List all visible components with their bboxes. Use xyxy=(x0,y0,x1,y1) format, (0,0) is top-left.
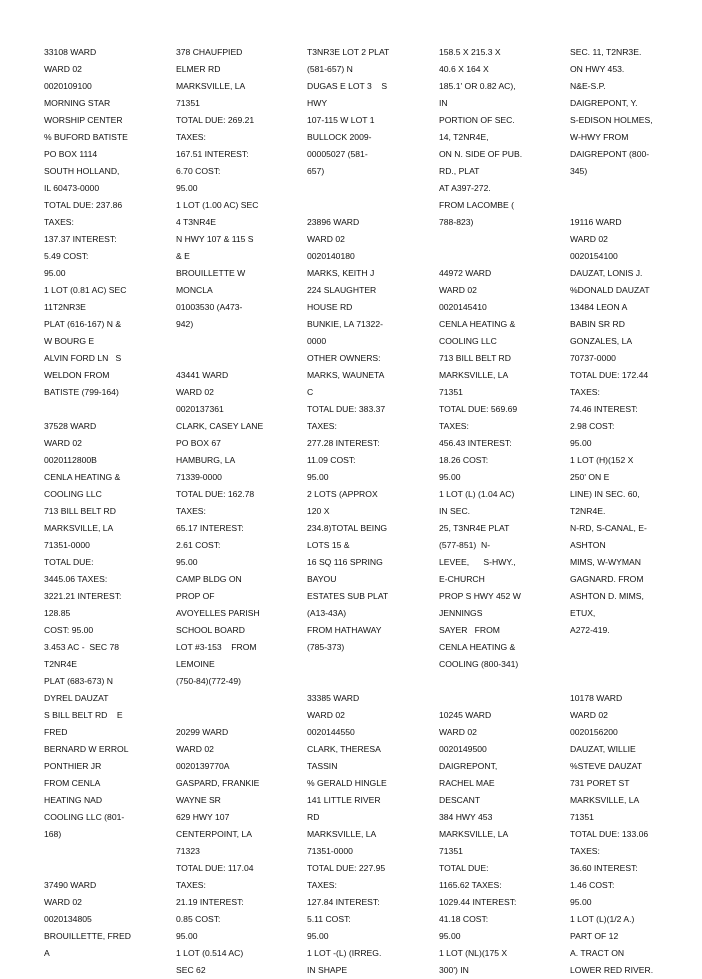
listing-text-line: BULLOCK 2009- xyxy=(307,132,372,142)
listing-text-line: RD xyxy=(307,812,320,822)
listing-text-line: 224 SLAUGHTER xyxy=(307,285,377,295)
listing-text-line: TAXES: xyxy=(570,846,600,856)
listing-text-line: 2.61 COST: xyxy=(176,540,221,550)
listing-text-line: E-CHURCH xyxy=(439,574,485,584)
listing-text-line: 95.00 xyxy=(439,931,461,941)
listing-text-line: BATISTE (799-164) xyxy=(44,387,119,397)
listing-text-line: (A13-43A) xyxy=(307,608,347,618)
listing-text-line: 3445.06 TAXES: xyxy=(44,574,108,584)
listing-text-line: DYREL DAUZAT xyxy=(44,693,109,703)
listing-text-line: 0020139770A xyxy=(176,761,230,771)
listing-text-line: 300') IN xyxy=(439,965,469,975)
listing-text-line: 95.00 xyxy=(570,438,592,448)
listing-text-line: WARD 02 xyxy=(44,64,82,74)
listing-text-line: TOTAL DUE: xyxy=(44,557,94,567)
listing-text-line: 456.43 INTEREST: xyxy=(439,438,512,448)
listing-text-line: MARKSVILLE, LA xyxy=(176,81,246,91)
listing-text-line: CENLA HEATING & xyxy=(44,472,121,482)
listing-text-line: 65.17 INTEREST: xyxy=(176,523,244,533)
listing-text-line: BAYOU xyxy=(307,574,337,584)
listing-text-line: 167.51 INTEREST: xyxy=(176,149,249,159)
listing-text-line: COOLING LLC (801- xyxy=(44,812,125,822)
listing-text-line: PLAT (616-167) N & xyxy=(44,319,122,329)
listing-text-line: PORTION OF SEC. xyxy=(439,115,515,125)
listing-text-line: 731 PORET ST xyxy=(570,778,630,788)
listing-text-line: 36.60 INTEREST: xyxy=(570,863,638,873)
listing-text-line xyxy=(307,197,425,214)
listing-text-line xyxy=(44,860,162,877)
listing-text-line: 16 SQ 116 SPRING xyxy=(307,557,383,567)
listing-text-line: CENLA HEATING & xyxy=(439,319,516,329)
listing-text-line: TASSIN xyxy=(307,761,338,771)
listing-text-line: 11.09 COST: xyxy=(307,455,356,465)
listing-text-line: PROP S HWY 452 W xyxy=(439,591,521,601)
listing-text-line: TOTAL DUE: 227.95 xyxy=(307,863,386,873)
listing-text-line: 0020144550 xyxy=(307,727,355,737)
listing-text-line: DUGAS E LOT 3 S xyxy=(307,81,388,91)
listing-text-line: SEC. 11, T2NR3E. xyxy=(570,47,642,57)
listing-text-line xyxy=(570,197,688,214)
listing-text-line: 345) xyxy=(570,166,588,176)
listing-text-line: HEATING NAD xyxy=(44,795,103,805)
listing-text-line: COOLING LLC xyxy=(44,489,102,499)
listing-text-line: BABIN SR RD xyxy=(570,319,625,329)
listing-text-line: DAUZAT, LONIS J. xyxy=(570,268,643,278)
listing-text-line xyxy=(570,639,688,656)
listing-text-line: 18.26 COST: xyxy=(439,455,489,465)
listing-text-line: TOTAL DUE: xyxy=(439,863,489,873)
listing-text-line: 250' ON E xyxy=(570,472,610,482)
listing-text-line: 71323 xyxy=(176,846,200,856)
listing-text-line: WARD 02 xyxy=(44,438,82,448)
listing-text-line: 2 LOTS (APPROX xyxy=(307,489,378,499)
listing-text-line: LINE) IN SEC. 60, xyxy=(570,489,640,499)
listing-text-line xyxy=(439,673,557,690)
listing-text-line: TOTAL DUE: 237.86 xyxy=(44,200,123,210)
listing-text-line: PLAT (683-673) N xyxy=(44,676,113,686)
listing-text-line: DAIGREPONT, xyxy=(439,761,498,771)
listing-text-line: ON HWY 453. xyxy=(570,64,625,74)
listing-text-line: WORSHIP CENTER xyxy=(44,115,123,125)
listing-text-line: ELMER RD xyxy=(176,64,221,74)
listing-text-line: BUNKIE, LA 71322- xyxy=(307,319,383,329)
listing-text-line: 71351 xyxy=(570,812,594,822)
listing-text-line: WARD 02 xyxy=(439,727,477,737)
listing-text-line: TOTAL DUE: 269.21 xyxy=(176,115,255,125)
listing-text-line: FRED xyxy=(44,727,68,737)
listing-text-line: 44972 WARD xyxy=(439,268,492,278)
listing-text-line: 6.70 COST: xyxy=(176,166,221,176)
listing-text-line: TOTAL DUE: 162.78 xyxy=(176,489,255,499)
listing-text-line: 74.46 INTEREST: xyxy=(570,404,638,414)
listing-column-2 xyxy=(176,44,294,979)
listing-text-line xyxy=(307,673,425,690)
listing-text-line: DESCANT xyxy=(439,795,481,805)
listing-text-line: 11T2NR3E xyxy=(44,302,86,312)
listing-text-line: SCHOOL BOARD xyxy=(176,625,245,635)
listing-text-line: 3221.21 INTEREST: xyxy=(44,591,122,601)
listing-text-line: 33108 WARD xyxy=(44,47,97,57)
listing-text-line xyxy=(176,707,294,724)
listing-text-line xyxy=(439,231,557,248)
listing-text-line: MIMS, W-WYMAN xyxy=(570,557,641,567)
listing-text-line: 95.00 xyxy=(44,268,66,278)
listing-text-line: (750-84)(772-49) xyxy=(176,676,241,686)
listing-text-line: S-EDISON HOLMES, xyxy=(570,115,653,125)
listing-text-line: 713 BILL BELT RD xyxy=(439,353,511,363)
listing-text-line: %STEVE DAUZAT xyxy=(570,761,642,771)
listing-text-line: 1 LOT (H)(152 X xyxy=(570,455,634,465)
listing-text-line xyxy=(439,690,557,707)
listing-text-line xyxy=(44,401,162,418)
listing-text-line: HOUSE RD xyxy=(307,302,353,312)
listing-text-line: RACHEL MAE xyxy=(439,778,495,788)
listing-text-line xyxy=(307,180,425,197)
listing-text-line: W-HWY FROM xyxy=(570,132,629,142)
listing-text-line xyxy=(307,656,425,673)
listing-text-line: W BOURG E xyxy=(44,336,95,346)
listing-text-line: N-RD, S-CANAL, E- xyxy=(570,523,647,533)
listing-text-line: 21.19 INTEREST: xyxy=(176,897,244,907)
listing-text-line: 33385 WARD xyxy=(307,693,360,703)
listing-text-line xyxy=(176,690,294,707)
listing-text-line: ON N. SIDE OF PUB. xyxy=(439,149,523,159)
listing-text-line: MORNING STAR xyxy=(44,98,111,108)
listing-text-line: BERNARD W ERROL xyxy=(44,744,129,754)
listing-text-line: SAYER FROM xyxy=(439,625,500,635)
listing-text-line xyxy=(439,248,557,265)
listing-text-line: 788-823) xyxy=(439,217,474,227)
listing-text-line: WAYNE SR xyxy=(176,795,221,805)
listing-text-line: 1165.62 TAXES: xyxy=(439,880,502,890)
listing-text-line: MARKSVILLE, LA xyxy=(570,795,640,805)
listing-text-line: % BUFORD BATISTE xyxy=(44,132,128,142)
listing-text-line: ESTATES SUB PLAT xyxy=(307,591,389,601)
listing-text-line: PART OF 12 xyxy=(570,931,619,941)
listing-text-line: S BILL BELT RD E xyxy=(44,710,123,720)
listing-text-line: CLARK, CASEY LANE xyxy=(176,421,264,431)
listing-text-line: 95.00 xyxy=(307,472,329,482)
listing-text-line xyxy=(570,180,688,197)
listing-text-line: MONCLA xyxy=(176,285,213,295)
listing-text-line: 95.00 xyxy=(176,931,198,941)
listing-text-line: LOT #3-153 FROM xyxy=(176,642,257,652)
listing-text-line: ASHTON D. MIMS, xyxy=(570,591,644,601)
listing-text-line: TAXES: xyxy=(176,132,206,142)
listing-text-line: LOWER RED RIVER. xyxy=(570,965,654,975)
listing-text-line: ETUX, xyxy=(570,608,596,618)
listing-text-line: LEVEE, S-HWY., xyxy=(439,557,516,567)
listing-column-3 xyxy=(307,44,425,979)
listing-text-line: FROM CENLA xyxy=(44,778,101,788)
listing-text-line: COST: 95.00 xyxy=(44,625,94,635)
listing-text-line: 95.00 xyxy=(570,897,592,907)
listing-text-line: 37528 WARD xyxy=(44,421,97,431)
listing-text-line: 0020140180 xyxy=(307,251,355,261)
listing-text-line: WELDON FROM xyxy=(44,370,110,380)
listing-text-line: A xyxy=(44,948,50,958)
listing-text-line: TAXES: xyxy=(176,880,206,890)
listing-text-line: 277.28 INTEREST: xyxy=(307,438,380,448)
listing-text-line: PO BOX 67 xyxy=(176,438,221,448)
listing-text-line: CENTERPOINT, LA xyxy=(176,829,252,839)
listing-text-line: TAXES: xyxy=(44,217,74,227)
listing-text-line: JENNINGS xyxy=(439,608,483,618)
listing-text-line: 70737-0000 xyxy=(570,353,616,363)
listing-text-line: COOLING (800-341) xyxy=(439,659,519,669)
listing-text-line: GONZALES, LA xyxy=(570,336,633,346)
listing-text-line: 00005027 (581- xyxy=(307,149,368,159)
listing-text-line: T2NR4E. xyxy=(570,506,606,516)
listing-text-line: WARD 02 xyxy=(176,744,214,754)
listing-text-line: 43441 WARD xyxy=(176,370,229,380)
listing-text-line: 1 LOT (NL)(175 X xyxy=(439,948,508,958)
listing-text-line: 0020112800B xyxy=(44,455,97,465)
listing-text-line: A272-419. xyxy=(570,625,610,635)
listing-text-line: N HWY 107 & 115 S xyxy=(176,234,254,244)
listing-text-line: 19116 WARD xyxy=(570,217,622,227)
listing-column-4 xyxy=(439,44,557,979)
listing-text-line: 127.84 INTEREST: xyxy=(307,897,380,907)
listing-text-line: 5.11 COST: xyxy=(307,914,351,924)
listing-text-line: TAXES: xyxy=(439,421,469,431)
listing-column-5 xyxy=(570,44,688,979)
listing-text-line: (577-851) N- xyxy=(439,540,491,550)
listing-text-line: 1029.44 INTEREST: xyxy=(439,897,517,907)
listing-text-line: 1 LOT (0.514 AC) xyxy=(176,948,244,958)
listing-text-line: 0020145410 xyxy=(439,302,487,312)
listing-text-line: OTHER OWNERS: xyxy=(307,353,381,363)
listing-text-line: MARKS, KEITH J xyxy=(307,268,375,278)
listing-text-line: 141 LITTLE RIVER xyxy=(307,795,381,805)
listing-text-line: 14, T2NR4E, xyxy=(439,132,489,142)
listing-text-line: WARD 02 xyxy=(307,710,345,720)
listing-text-line: 1 LOT (L)(1/2 A.) xyxy=(570,914,635,924)
listing-text-line: TAXES: xyxy=(307,880,337,890)
listing-text-line: IL 60473-0000 xyxy=(44,183,100,193)
listing-text-line: TOTAL DUE: 569.69 xyxy=(439,404,518,414)
listing-text-line: 1 LOT (L) (1.04 AC) xyxy=(439,489,515,499)
listing-text-line: % GERALD HINGLE xyxy=(307,778,387,788)
listing-text-line: 384 HWY 453 xyxy=(439,812,493,822)
listing-text-line: GASPARD, FRANKIE xyxy=(176,778,260,788)
listing-text-line: MARKSVILLE, LA xyxy=(439,370,509,380)
listing-text-line xyxy=(570,673,688,690)
listing-text-line: A. TRACT ON xyxy=(570,948,625,958)
listing-text-line: SEC 62 xyxy=(176,965,206,975)
listing-text-line: 0020154100 xyxy=(570,251,618,261)
listing-text-line: & E xyxy=(176,251,190,261)
listing-text-line: 37490 WARD xyxy=(44,880,97,890)
listing-text-line: 95.00 xyxy=(176,557,198,567)
listing-text-line: MARKSVILLE, LA xyxy=(44,523,114,533)
listing-text-line: 20299 WARD xyxy=(176,727,229,737)
listing-text-line: (581-657) N xyxy=(307,64,353,74)
listing-text-line: 378 CHAUFPIED xyxy=(176,47,243,57)
listing-text-line: FROM LACOMBE ( xyxy=(439,200,514,210)
listing-text-line: 71351 xyxy=(439,387,463,397)
listing-text-line: TOTAL DUE: 133.06 xyxy=(570,829,649,839)
listing-text-line: TAXES: xyxy=(307,421,337,431)
listing-text-line: 25, T3NR4E PLAT xyxy=(439,523,510,533)
listing-text-line: HAMBURG, LA xyxy=(176,455,236,465)
listing-text-line: 1 LOT (0.81 AC) SEC xyxy=(44,285,127,295)
listing-text-line: 71351 xyxy=(439,846,463,856)
listing-text-line: PO BOX 1114 xyxy=(44,149,98,159)
listing-text-line: 657) xyxy=(307,166,325,176)
listing-text-line: 0020156200 xyxy=(570,727,618,737)
listing-text-line: 13484 LEON A xyxy=(570,302,628,312)
listing-text-line: MARKSVILLE, LA xyxy=(307,829,377,839)
listing-text-line: PROP OF xyxy=(176,591,215,601)
listing-text-line: TOTAL DUE: 383.37 xyxy=(307,404,386,414)
listing-text-line: 128.85 xyxy=(44,608,71,618)
listing-text-line: MARKSVILLE, LA xyxy=(439,829,509,839)
listing-text-line: 1.46 COST: xyxy=(570,880,615,890)
listing-text-line: T3NR3E LOT 2 PLAT xyxy=(307,47,390,57)
listing-text-line: PONTHIER JR xyxy=(44,761,102,771)
listing-text-line: 71339-0000 xyxy=(176,472,222,482)
listing-text-line: LEMOINE xyxy=(176,659,215,669)
listing-text-line: WARD 02 xyxy=(439,285,477,295)
listing-text-line: AT A397-272. xyxy=(439,183,491,193)
listing-text-line: 5.49 COST: xyxy=(44,251,89,261)
listing-text-line: ALVIN FORD LN S xyxy=(44,353,122,363)
listing-text-line: 185.1' OR 0.82 AC), xyxy=(439,81,516,91)
listing-text-line: 23896 WARD xyxy=(307,217,360,227)
listing-text-line: TOTAL DUE: 117.04 xyxy=(176,863,254,873)
listing-text-line: 0020137361 xyxy=(176,404,224,414)
listing-text-line: ASHTON xyxy=(570,540,606,550)
listing-text-line: TAXES: xyxy=(570,387,600,397)
listing-text-line: HWY xyxy=(307,98,328,108)
listing-text-line: 40.6 X 164 X xyxy=(439,64,489,74)
listing-text-line: AVOYELLES PARISH xyxy=(176,608,260,618)
listing-text-line xyxy=(176,350,294,367)
listing-text-line: 0000 xyxy=(307,336,327,346)
listing-text-line: WARD 02 xyxy=(570,234,608,244)
listing-text-line: 137.37 INTEREST: xyxy=(44,234,117,244)
listing-text-line: 95.00 xyxy=(307,931,329,941)
listing-text-line: WARD 02 xyxy=(570,710,608,720)
listing-text-line: FROM HATHAWAY xyxy=(307,625,382,635)
listing-text-line: DAIGREPONT, Y. xyxy=(570,98,638,108)
listing-text-line: 4 T3NR4E xyxy=(176,217,216,227)
listing-text-line: %DONALD DAUZAT xyxy=(570,285,650,295)
listing-text-line: 629 HWY 107 xyxy=(176,812,230,822)
listing-text-line: WARD 02 xyxy=(176,387,214,397)
listing-text-line: (785-373) xyxy=(307,642,345,652)
listing-text-line xyxy=(44,843,162,860)
listing-text-line: RD., PLAT xyxy=(439,166,480,176)
listing-text-line: CAMP BLDG ON xyxy=(176,574,242,584)
listing-text-line: WARD 02 xyxy=(44,897,82,907)
listing-text-line: 158.5 X 215.3 X xyxy=(439,47,501,57)
listing-text-line: DAIGREPONT (800- xyxy=(570,149,650,159)
listing-text-line: 1 LOT -(L) (IRREG. xyxy=(307,948,382,958)
listing-text-line: 71351 xyxy=(176,98,200,108)
listing-text-line: IN xyxy=(439,98,448,108)
listing-text-line: C xyxy=(307,387,314,397)
listing-text-line: 713 BILL BELT RD xyxy=(44,506,116,516)
listing-text-line: 107-115 W LOT 1 xyxy=(307,115,375,125)
listing-text-line: BROUILLETTE, FRED xyxy=(44,931,131,941)
listing-text-line: COOLING LLC xyxy=(439,336,497,346)
listing-column-1 xyxy=(44,44,162,962)
listing-text-line: GAGNARD. FROM xyxy=(570,574,644,584)
listing-text-line: DAUZAT, WILLIE xyxy=(570,744,636,754)
listing-text-line: 10178 WARD xyxy=(570,693,623,703)
listing-text-line: 1 LOT (1.00 AC) SEC xyxy=(176,200,259,210)
listing-text-line: 71351-0000 xyxy=(307,846,353,856)
listing-text-line: IN SEC. xyxy=(439,506,471,516)
listing-text-line: 234.8)TOTAL BEING xyxy=(307,523,388,533)
listing-text-line: 120 X xyxy=(307,506,330,516)
listing-text-line: MARKS, WAUNETA xyxy=(307,370,385,380)
listing-text-line xyxy=(570,656,688,673)
listing-text-line: SOUTH HOLLAND, xyxy=(44,166,120,176)
listing-text-line: 95.00 xyxy=(176,183,198,193)
listing-text-line: 3.453 AC - SEC 78 xyxy=(44,642,119,652)
listing-text-line: 0020149500 xyxy=(439,744,487,754)
listing-text-line: T2NR4E xyxy=(44,659,77,669)
listing-text-line: WARD 02 xyxy=(307,234,345,244)
listing-text-line: 10245 WARD xyxy=(439,710,492,720)
listing-text-line: 41.18 COST: xyxy=(439,914,489,924)
listing-text-line: 942) xyxy=(176,319,194,329)
listing-text-line xyxy=(176,333,294,350)
listing-text-line: TOTAL DUE: 172.44 xyxy=(570,370,649,380)
listing-text-line: 2.98 COST: xyxy=(570,421,615,431)
listing-text-line: LOTS 15 & xyxy=(307,540,350,550)
listing-text-line: 71351-0000 xyxy=(44,540,90,550)
listing-text-line: 0.85 COST: xyxy=(176,914,221,924)
listing-text-line: 0020134805 xyxy=(44,914,92,924)
listing-text-line: 01003530 (A473- xyxy=(176,302,243,312)
listing-text-line: BROUILLETTE W xyxy=(176,268,246,278)
listing-text-line: CENLA HEATING & xyxy=(439,642,516,652)
listing-text-line: 0020109100 xyxy=(44,81,92,91)
listing-text-line: IN SHAPE xyxy=(307,965,348,975)
listing-text-line: 168) xyxy=(44,829,62,839)
listing-text-line: CLARK, THERESA xyxy=(307,744,381,754)
listing-text-line: N&E-S.P. xyxy=(570,81,606,91)
listing-text-line: 95.00 xyxy=(439,472,461,482)
listing-text-line: TAXES: xyxy=(176,506,206,516)
